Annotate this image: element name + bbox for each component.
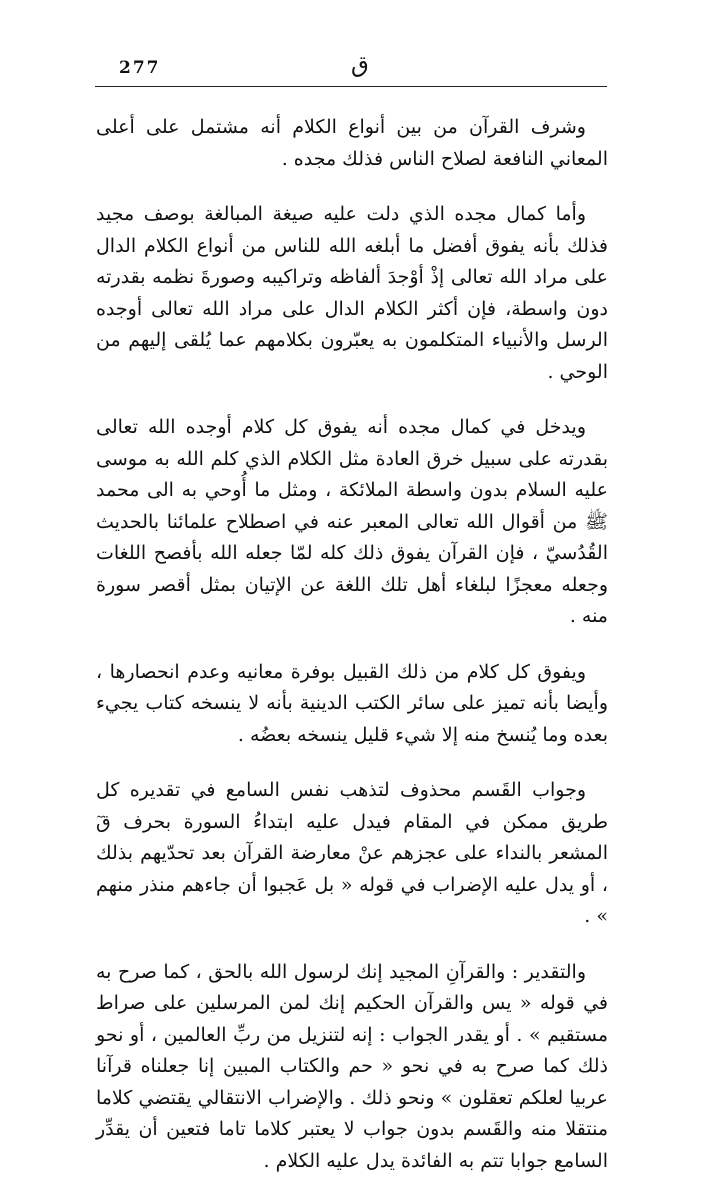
paragraph: ويفوق كل كلام من ذلك القبيل بوفرة معانيه وعدم انحصارها ، وأيضا بأنه تميز على سائر الكتب الدينية بأنه لا ينسخه كتاب يجيء بعده وما يُنسخ منه إلا شيء قليل ينسخه بعضُه . [96,660,608,746]
paragraph: وجواب القَسم محذوف لتذهب نفس السامع في تقديره كل طريق ممكن في المقام فيدل عليه ابتداءُ السورة بحرف قٓ المشعر بالنداء على عجزهم عنْ معارضة القرآن بعد تحدّيهم بذلك ، أو يدل عليه الإضراب في قوله « بل عَجبوا أن جاءهم منذر منهم » . [96,779,608,927]
paragraph: وأما كمال مجده الذي دلت عليه صيغة المبالغة بوصف مجيد فذلك بأنه يفوق أفضل ما أبلغه الله للناس من أنواع الكلام الدال على مراد الله تعالى إذْ أوْجدَ ألفاظه وتراكيبه وصورةَ نظمه بقدرته دون واسطة، فإن أكثر الكلام الدال على مراد الله تعالى أوجده الرسل والأنبياء المتكلمون به يعبّرون بكلامهم عما يُلقى إليهم من الوحي . [96,203,608,383]
paragraph: وشرف القرآن من بين أنواع الكلام أنه مشتمل على أعلى المعاني النافعة لصلاح الناس فذلك مجده . [96,116,608,170]
paragraph: ويدخل في كمال مجده أنه يفوق كل كلام أوجده الله تعالى بقدرته على سبيل خرق العادة مثل الكلام الذي كلم الله به موسى عليه السلام بدون واسطة الملائكة ، ومثل ما أُوحي به الى محمد ﷺ من أقوال الله تعالى المعبر عنه في اصطلاح علمائنا بالحديث القُدُسيّ ، فإن القرآن يفوق ذلك كله لمّا جعله الله بأفصح اللغات وجعله معجزًا لبلغاء أهل تلك اللغة عن الإتيان بمثل أقصر سورة منه . [96,416,608,627]
paragraph: والتقدير : والقرآنِ المجيد إنك لرسول الله بالحق ، كما صرح به في قوله « يس والقرآن الحكيم إنك لمن المرسلين على صراط مستقيم » . أو يقدر الجواب : إنه لتنزيل من ربِّ العالمين ، أو نحو ذلك كما صرح به في نحو « حم والكتاب المبين إنا جعلناه قرآنا عربيا لعلكم تعقلون » ونحو ذلك . والإضراب الانتقالي يقتضي كلاما منتقلا منه والقَسم بدون جواب لا يعتبر كلاما تاما فتعين أن يقدِّر السامع جوابا تتم به الفائدة يدل عليه الكلام . [96,960,608,1172]
page-number: 277 [119,58,161,78]
page-header [95,50,607,88]
running-head: ق [351,52,369,78]
page-body [96,112,608,1201]
header-rule [95,86,607,87]
